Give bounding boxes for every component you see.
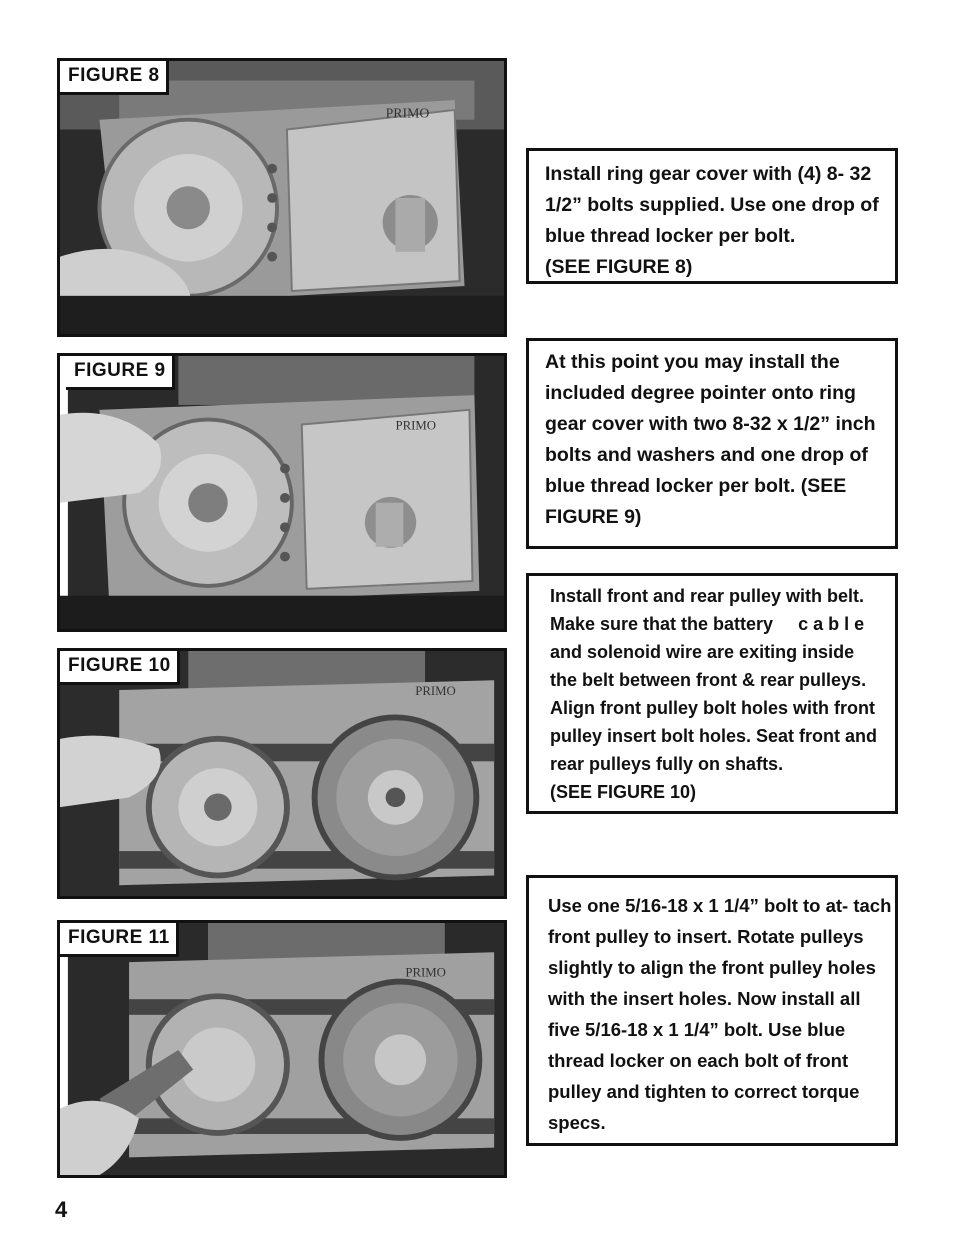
instruction-line: blue thread locker per bolt.	[545, 225, 796, 247]
instruction-line: gear cover with two 8-32 x 1/2” inch	[545, 413, 876, 435]
step-front-pulley-bolts	[526, 875, 898, 1146]
instruction-line: Install front and rear pulley with belt.	[550, 586, 865, 606]
instruction-line: Make sure that the battery c a b l e	[550, 614, 865, 634]
figure-label: FIGURE 10	[60, 651, 180, 685]
instruction-line: and solenoid wire are exiting inside	[550, 642, 855, 662]
instruction-line: pulley and tighten to correct torque	[548, 1081, 860, 1102]
figure-9-photo	[57, 353, 507, 632]
primo-logo-text: PRIMO	[385, 105, 430, 121]
figure-8-photo	[57, 58, 507, 337]
figure-11-photo	[57, 920, 507, 1178]
instruction-line: included degree pointer onto ring	[545, 382, 856, 404]
instruction-line: Use one 5/16-18 x 1 1/4” bolt to at- tach	[548, 895, 892, 916]
page-number: 4	[55, 1197, 68, 1222]
step-degree-pointer	[526, 338, 898, 549]
figure-10-image	[60, 651, 504, 896]
instruction-line: front pulley to insert. Rotate pulleys	[548, 926, 864, 947]
instruction-line: (SEE FIGURE 8)	[545, 256, 693, 278]
figure-label: FIGURE 9	[66, 356, 175, 390]
instruction-line: rear pulleys fully on shafts.	[550, 754, 784, 774]
figure-8-image	[60, 61, 504, 334]
instruction-line: 1/2” bolts supplied. Use one drop of	[545, 194, 879, 216]
instruction-line: pulley insert bolt holes. Seat front and	[550, 726, 878, 746]
instruction-line: the belt between front & rear pulleys.	[550, 670, 867, 690]
instruction-line: FIGURE 9)	[545, 506, 642, 528]
instruction-line: blue thread locker per bolt. (SEE	[545, 475, 847, 497]
instruction-line: Install ring gear cover with (4) 8- 32	[545, 163, 872, 185]
instruction-line: with the insert holes. Now install all	[548, 988, 861, 1009]
step-ring-gear-cover	[526, 148, 898, 284]
figure-label: FIGURE 8	[60, 61, 169, 95]
step-pulleys-belt	[526, 573, 898, 814]
instruction-line: slightly to align the front pulley holes	[548, 957, 876, 978]
figure-9-image	[60, 356, 504, 629]
instruction-line: (SEE FIGURE 10)	[550, 782, 697, 802]
instruction-line: bolts and washers and one drop of	[545, 444, 868, 466]
figure-label: FIGURE 11	[60, 923, 179, 957]
primo-logo-text: PRIMO	[395, 418, 437, 433]
instruction-line: At this point you may install the	[545, 351, 840, 373]
figure-11-image	[60, 923, 504, 1175]
instruction-line: Align front pulley bolt holes with front	[550, 698, 875, 718]
primo-logo-text: PRIMO	[405, 965, 446, 980]
instruction-line: thread locker on each bolt of front	[548, 1050, 849, 1071]
instruction-line: five 5/16-18 x 1 1/4” bolt. Use blue	[548, 1019, 846, 1040]
figure-10-photo	[57, 648, 507, 899]
instruction-line: specs.	[548, 1112, 606, 1133]
primo-logo-text: PRIMO	[415, 683, 456, 698]
